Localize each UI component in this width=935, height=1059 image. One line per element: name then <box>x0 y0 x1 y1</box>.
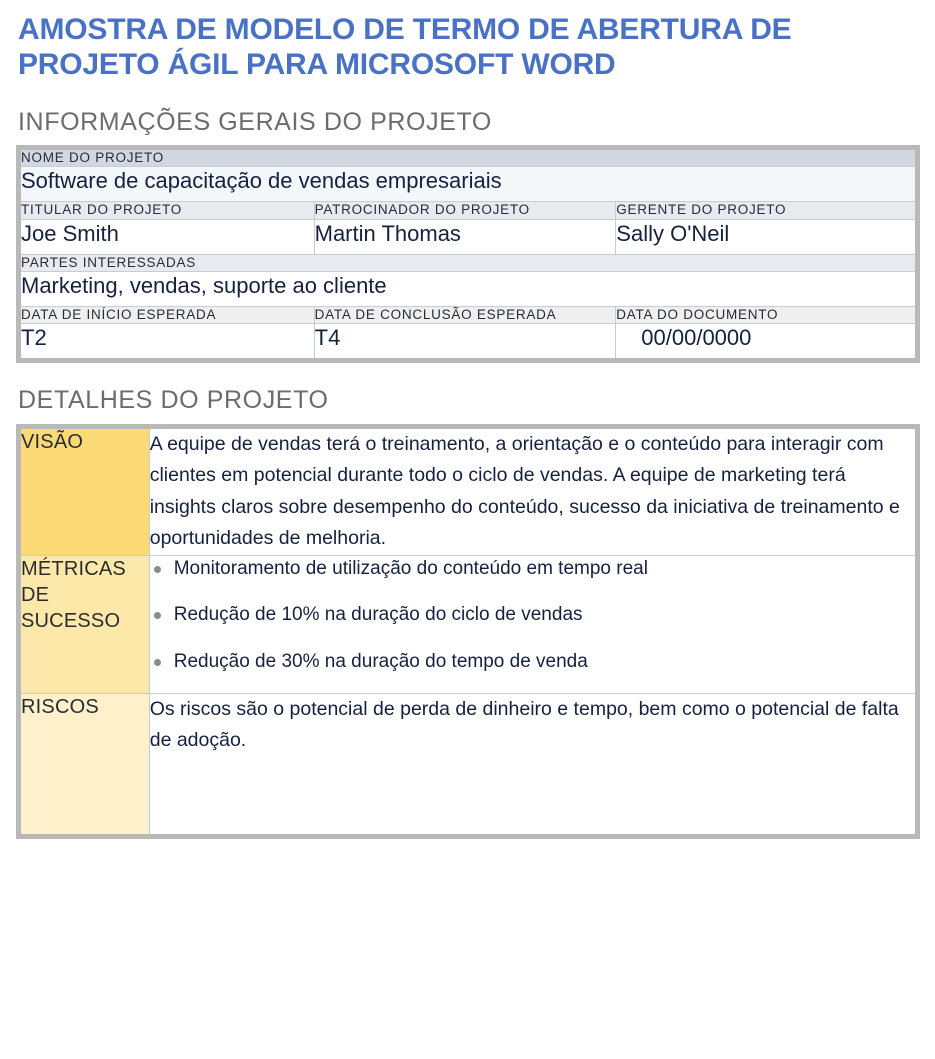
table-row <box>19 254 918 271</box>
risks-cell[interactable] <box>149 693 917 836</box>
list-item: Monitoramento de utilização do conteúdo em tempo real <box>150 556 915 583</box>
success-metrics-list <box>150 556 915 676</box>
document-date-label: DATA DO DOCUMENTO <box>616 306 918 323</box>
table-row <box>19 167 918 202</box>
table-row <box>19 555 918 693</box>
project-manager-value[interactable]: Sally O'Neil <box>616 219 918 254</box>
expected-end-date-value[interactable]: T4 <box>314 324 616 361</box>
vision-label: VISÃO <box>19 426 150 555</box>
stakeholders-label: PARTES INTERESSADAS <box>19 254 918 271</box>
general-info-table <box>16 145 920 363</box>
project-owner-label: TITULAR DO PROJETO <box>19 202 315 219</box>
section-heading-project-details: DETALHES DO PROJETO <box>18 386 329 415</box>
risks-text: Os riscos são o potencial de perda de dinheiro e tempo, bem como o potencial de falta de adoção. <box>149 697 899 752</box>
expected-end-date-label: DATA DE CONCLUSÃO ESPERADA <box>314 306 616 323</box>
document-date-value[interactable]: 00/00/0000 <box>616 324 918 361</box>
risks-label: RISCOS <box>19 693 150 836</box>
stakeholders-value[interactable]: Marketing, vendas, suporte ao cliente <box>19 271 918 306</box>
project-details-table <box>16 424 920 839</box>
table-row <box>19 148 918 167</box>
table-row <box>19 324 918 361</box>
list-item: Redução de 30% na duração do tempo de venda <box>150 649 915 676</box>
project-sponsor-value[interactable]: Martin Thomas <box>314 219 616 254</box>
success-metrics-cell[interactable] <box>149 555 917 693</box>
table-row <box>19 202 918 219</box>
table-row <box>19 306 918 323</box>
page-title: AMOSTRA DE MODELO DE TERMO DE ABERTURA DE PROJETO ÁGIL PARA MICROSOFT WORD <box>18 13 792 82</box>
table-row <box>19 693 918 836</box>
project-name-label: NOME DO PROJETO <box>19 148 918 167</box>
vision-text: A equipe de vendas terá o treinamento, a orientação e o conteúdo para interagir com clientes em potencial durante todo o ciclo de vendas. A equipe de marketing terá insights claros sobre desempenho do conteúdo, sucesso da iniciativa de treinamento e oportunidades de melhoria. <box>149 432 900 550</box>
vision-cell[interactable] <box>149 426 917 555</box>
success-metrics-label: MÉTRICAS DE SUCESSO <box>19 555 150 693</box>
section-heading-general-info: INFORMAÇÕES GERAIS DO PROJETO <box>18 107 492 136</box>
project-name-value[interactable]: Software de capacitação de vendas empresariais <box>19 167 918 202</box>
list-item: Redução de 10% na duração do ciclo de vendas <box>150 602 915 629</box>
table-row <box>19 426 918 555</box>
project-owner-value[interactable]: Joe Smith <box>19 219 315 254</box>
table-row <box>19 271 918 306</box>
project-sponsor-label: PATROCINADOR DO PROJETO <box>314 202 616 219</box>
table-row <box>19 219 918 254</box>
project-manager-label: GERENTE DO PROJETO <box>616 202 918 219</box>
expected-start-date-label: DATA DE INÍCIO ESPERADA <box>19 306 315 323</box>
expected-start-date-value[interactable]: T2 <box>19 324 315 361</box>
